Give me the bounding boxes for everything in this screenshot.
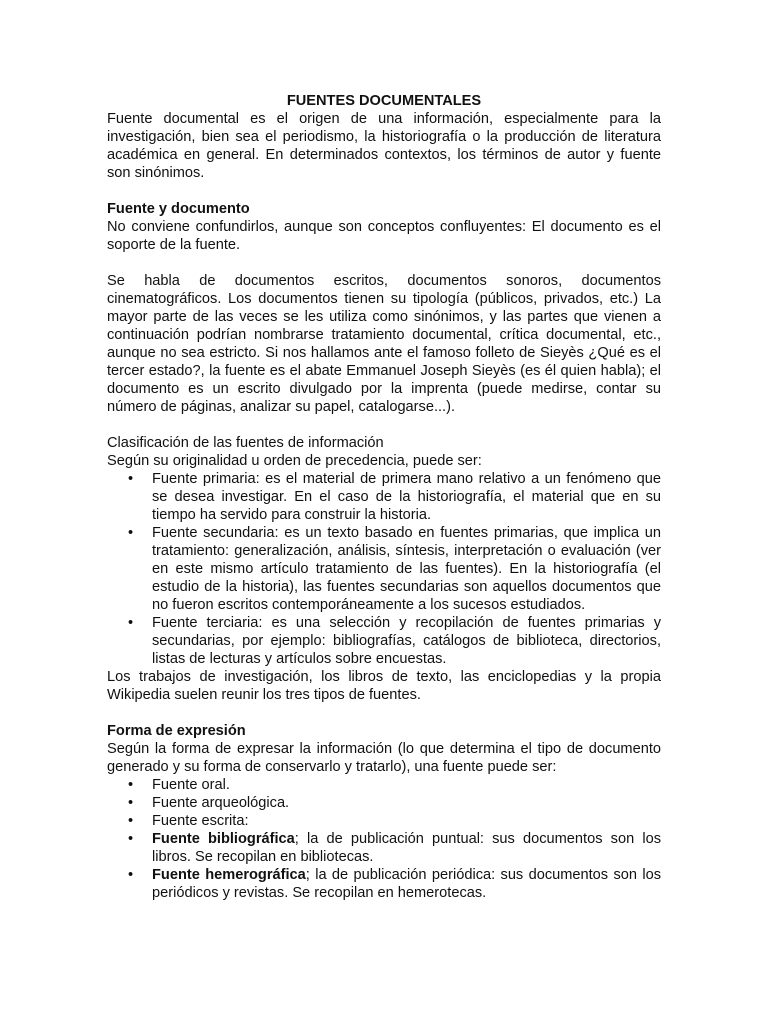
section1-paragraph-1: No conviene confundirlos, aunque son conceptos confluyentes: El documento es el soporte de la fuente. <box>107 219 661 253</box>
list-item-escrita: • Fuente escrita: <box>152 812 661 830</box>
section3-lead: Según la forma de expresar la información (lo que determina el tipo de documento generado y su forma de conservarlo y tratarlo), una fuente puede ser: <box>107 741 661 775</box>
desc-hemerografica: ; la de publicación periódica: sus documentos son los periódicos y revistas. Se recopilan en hemerotecas. <box>152 867 662 901</box>
list-item-arqueologica: • Fuente arqueológica. <box>152 794 661 812</box>
list-item-terciaria: • Fuente terciaria: es una selección y recopilación de fuentes primarias y secundarias, por ejemplo: bibliografías, catálogos de biblioteca, directorios, listas de lecturas y artículos sobre encuestas. <box>152 614 661 668</box>
list-item-hemerografica <box>152 866 661 902</box>
section-heading-fuente-documento: Fuente y documento <box>107 201 250 217</box>
list-item-secundaria: • Fuente secundaria: es un texto basado en fuentes primarias, que implica un tratamiento: generalización, análisis, síntesis, interpretación o evaluación (ver en este mismo artículo tratamiento de las fuentes). En la historiografía (el estudio de la historia), las fuentes secundarias son aquellos documentos que no fueron escritos contemporáneamente a los sucesos estudiados. <box>152 524 661 614</box>
section-heading-clasificacion: Clasificación de las fuentes de información <box>107 435 384 451</box>
desc-bibliografica: ; la de publicación puntual: sus documentos son los libros. Se recopilan en bibliotecas. <box>152 831 662 865</box>
spacer <box>107 704 661 722</box>
section2-lead: Según su originalidad u orden de precedencia, puede ser: <box>107 453 482 469</box>
list-item-bibliografica <box>152 830 661 866</box>
term-hemerografica: Fuente hemerográfica <box>152 867 306 883</box>
intro-paragraph: Fuente documental es el origen de una información, especialmente para la investigación, bien sea el periodismo, la historiografía o la producción de literatura académica en general. En determinados contextos, los términos de autor y fuente son sinónimos. <box>107 111 661 181</box>
section1-paragraph-2: Se habla de documentos escritos, documentos sonoros, documentos cinematográficos. Los documentos tienen su tipología (públicos, privados, etc.) La mayor parte de las veces se les utiliza como sinónimos, y las partes que vienen a continuación podrían nombrarse tratamiento documental, crítica documental, etc., aunque no sea estricto. Si nos hallamos ante el famoso folleto de Sieyès ¿Qué es el tercer estado?, la fuente es el abate Emmanuel Joseph Sieyès (es él quien habla); el documento es un escrito divulgado por la imprenta (puede medirse, contar su número de páginas, analizar su papel, catalogarse...). <box>107 273 661 415</box>
list-item-oral: • Fuente oral. <box>152 776 661 794</box>
section2-closing: Los trabajos de investigación, los libros de texto, las enciclopedias y la propia Wikipedia suelen reunir los tres tipos de fuentes. <box>107 669 661 703</box>
spacer <box>107 254 661 272</box>
source-type-list <box>107 470 661 668</box>
spacer <box>107 416 661 434</box>
section-heading-forma-expresion: Forma de expresión <box>107 723 246 739</box>
page-title: FUENTES DOCUMENTALES <box>286 93 482 109</box>
spacer <box>107 182 661 200</box>
expression-form-list <box>107 776 661 902</box>
term-bibliografica: Fuente bibliográfica <box>152 831 295 847</box>
list-item-primaria: • Fuente primaria: es el material de primera mano relativo a un fenómeno que se desea investigar. En el caso de la historiografía, el material que en su tiempo ha servido para construir la historia. <box>152 470 661 524</box>
